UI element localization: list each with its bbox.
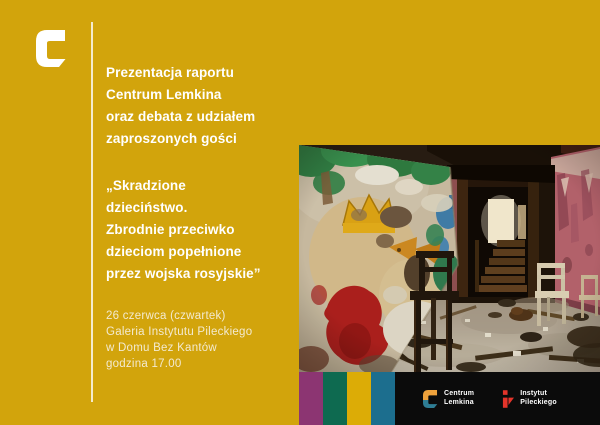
c-monogram-shape xyxy=(36,30,66,67)
photo-illustration xyxy=(299,145,600,372)
destroyed-childrens-room-photo xyxy=(299,145,600,372)
title-line: przez wojska rosyjskie” xyxy=(106,266,261,281)
details-line: 26 czerwca (czwartek) xyxy=(106,310,226,322)
intro-line: oraz debata z udziałem xyxy=(106,109,256,124)
centrum-lemkina-c-icon xyxy=(423,390,438,408)
instytut-pileckiego-icon xyxy=(502,390,514,408)
vertical-divider xyxy=(91,22,93,402)
details-line: w Domu Bez Kantów xyxy=(106,342,217,354)
title-line: „Skradzione xyxy=(106,178,186,193)
details-line: godzina 17.00 xyxy=(106,358,182,370)
stripe-green xyxy=(323,372,347,425)
stripe-purple xyxy=(299,372,323,425)
instytut-pileckiego-footer-logo xyxy=(502,390,557,408)
intro-line: zaproszonych gości xyxy=(106,131,237,146)
title-line: dzieciństwo. xyxy=(106,200,188,215)
intro-line: Centrum Lemkina xyxy=(106,87,222,102)
details-line: Galeria Instytutu Pileckiego xyxy=(106,326,253,338)
instytut-pileckiego-label: Instytut Pileckiego xyxy=(520,390,557,406)
title-line: Zbrodnie przeciwko xyxy=(106,222,235,237)
event-intro-text xyxy=(106,62,255,150)
event-details-text xyxy=(106,308,252,372)
brand-stripes xyxy=(299,372,395,425)
intro-line: Prezentacja raportu xyxy=(106,65,234,80)
stripe-yellow xyxy=(347,372,371,425)
centrum-lemkina-label: Centrum Lemkina xyxy=(444,390,475,406)
partner-logos xyxy=(423,372,557,425)
stripe-teal xyxy=(371,372,395,425)
footer-bar xyxy=(299,372,600,425)
centrum-lemkina-footer-logo xyxy=(423,390,474,408)
title-line: dzieciom popełnione xyxy=(106,244,242,259)
centrum-lemkina-logo-icon xyxy=(36,30,67,67)
report-title-text xyxy=(106,175,261,285)
